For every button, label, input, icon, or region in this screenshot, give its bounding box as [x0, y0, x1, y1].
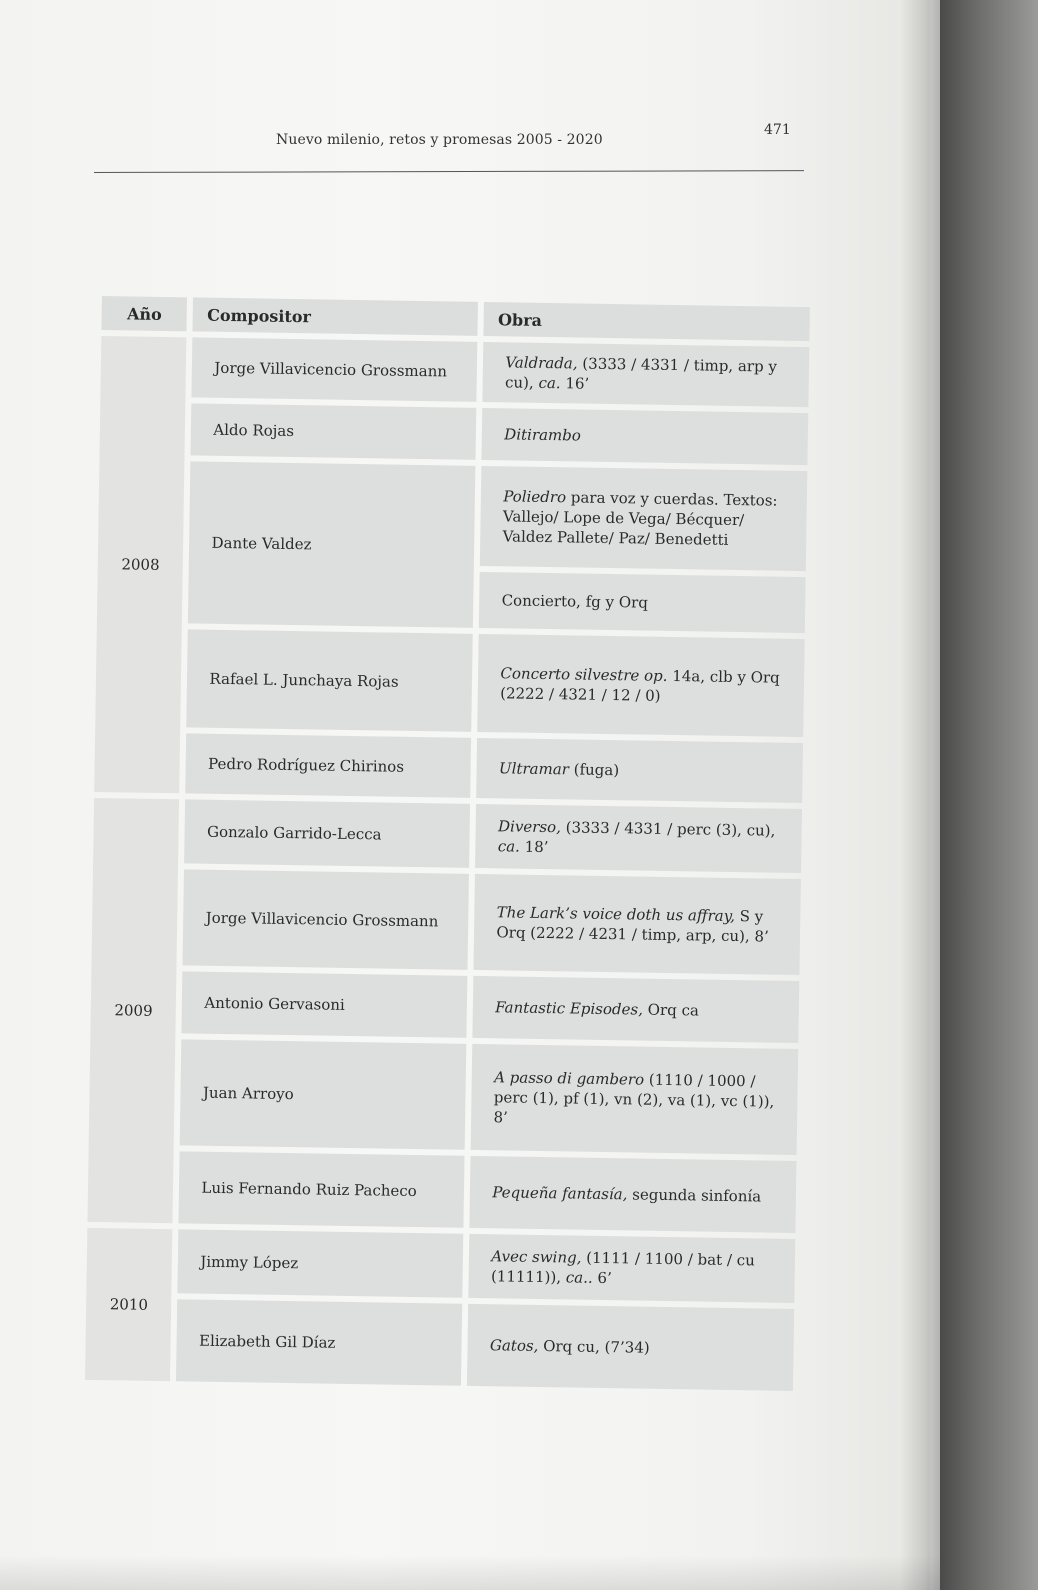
- running-head: Nuevo milenio, retos y promesas 2005 - 2020: [276, 132, 603, 148]
- work-duration: 16’: [560, 374, 590, 393]
- year-cell-2008: 2008: [94, 336, 187, 793]
- composer-cell: Jimmy López: [178, 1229, 464, 1297]
- composer-cell: Gonzalo Garrido-Lecca: [185, 799, 471, 867]
- composer-cell: Jorge Villavicencio Grossmann: [192, 337, 478, 401]
- composer-cell: Jorge Villavicencio Grossmann: [183, 869, 469, 969]
- table-row: [95, 628, 804, 737]
- work-cell: [470, 1156, 797, 1233]
- work-cell: [467, 1304, 794, 1391]
- table-row: [100, 402, 809, 465]
- work-title: Fantastic Episodes,: [495, 998, 644, 1019]
- table-row: [86, 1228, 795, 1303]
- table-header-row: [101, 296, 809, 341]
- year-cell-2010: 2010: [85, 1228, 173, 1381]
- work-detail: (3333 / 4331 / timp, arp y cu),: [504, 354, 778, 392]
- works-table: [79, 290, 816, 1397]
- work-title: Poliedro: [503, 487, 567, 507]
- work-title: Valdrada,: [505, 353, 578, 373]
- work-title: Avec swing,: [491, 1247, 582, 1267]
- table-row: [98, 460, 807, 571]
- page-number: 471: [764, 122, 791, 138]
- work-detail: Orq cu, (7’34): [538, 1336, 650, 1357]
- work-detail: S y Orq (2222 / 4231 / timp, arp, cu), 8’: [496, 907, 769, 946]
- work-title: Diverso,: [497, 817, 562, 837]
- work-circa: ca.: [538, 373, 561, 393]
- work-detail: (fuga): [568, 760, 620, 780]
- work-title: Concerto silvestre op.: [500, 664, 668, 685]
- work-detail: (1110 / 1000 / perc (1), pf (1), vn (2), va (1), vc (1)), 8’: [493, 1070, 775, 1127]
- work-cell: [475, 804, 802, 873]
- work-cell: [478, 634, 805, 737]
- work-cell: [479, 572, 805, 633]
- table-row: [89, 1038, 799, 1155]
- column-header-work: Obra: [484, 302, 810, 341]
- work-cell: [483, 342, 810, 407]
- work-title: A passo di gambero: [494, 1068, 645, 1089]
- work-cell: [473, 976, 800, 1043]
- table-row: [92, 868, 801, 975]
- work-detail: (3333 / 4331 / perc (3), cu),: [560, 818, 776, 840]
- work-detail: para voz y cuerdas. Textos: Vallejo/ Lope de Vega/ Bécquer/ Valdez Pallete/ Paz/ Benedetti: [502, 488, 778, 549]
- table-row: [85, 1298, 794, 1391]
- work-circa: ca..: [565, 1268, 593, 1287]
- composer-cell: Elizabeth Gil Díaz: [176, 1299, 462, 1385]
- work-duration: 18’: [519, 837, 549, 857]
- composer-cell: Juan Arroyo: [180, 1039, 467, 1149]
- column-header-composer: Compositor: [193, 297, 478, 335]
- work-cell: [471, 1044, 798, 1155]
- work-title: Ditirambo: [504, 425, 582, 445]
- work-cell: [474, 874, 801, 975]
- composer-cell: Pedro Rodríguez Chirinos: [186, 733, 472, 797]
- works-table-container: [85, 296, 824, 1407]
- work-detail: segunda sinfonía: [627, 1185, 762, 1206]
- work-title: The Lark’s voice doth us affray,: [496, 903, 736, 926]
- table-row: [93, 798, 802, 873]
- page-edge-shadow: [900, 0, 940, 1590]
- table-row: [87, 1150, 796, 1233]
- work-title: Gatos,: [489, 1336, 539, 1355]
- work-circa: ca.: [497, 837, 521, 856]
- work-cell: [469, 1234, 796, 1303]
- work-cell: [482, 408, 808, 465]
- work-cell: [477, 738, 804, 803]
- composer-cell: Rafael L. Junchaya Rojas: [187, 629, 473, 731]
- table-row: [100, 336, 809, 407]
- work-duration: 6’: [592, 1268, 612, 1288]
- work-detail: 14a, clb y Orq (2222 / 4321 / 12 / 0): [500, 666, 780, 705]
- work-detail: (1111 / 1100 / bat / cu (11111)),: [490, 1248, 755, 1287]
- work-detail: Orq ca: [642, 1000, 700, 1020]
- work-title: Pequeña fantasía,: [492, 1183, 628, 1204]
- adjacent-page-edge: [940, 0, 1038, 1590]
- column-header-year: Año: [101, 296, 187, 331]
- composer-cell: Luis Fernando Ruiz Pacheco: [179, 1151, 465, 1227]
- composer-cell: Dante Valdez: [188, 461, 475, 627]
- work-title: Ultramar: [498, 759, 570, 779]
- table-row: [90, 970, 799, 1043]
- work-cell: [480, 466, 807, 571]
- composer-cell: Aldo Rojas: [191, 403, 477, 459]
- bottom-shadow: [0, 1555, 940, 1590]
- year-cell-2009: 2009: [87, 798, 179, 1223]
- work-detail: Concierto, fg y Orq: [501, 591, 649, 612]
- table-row: [94, 732, 803, 803]
- composer-cell: Antonio Gervasoni: [182, 971, 468, 1037]
